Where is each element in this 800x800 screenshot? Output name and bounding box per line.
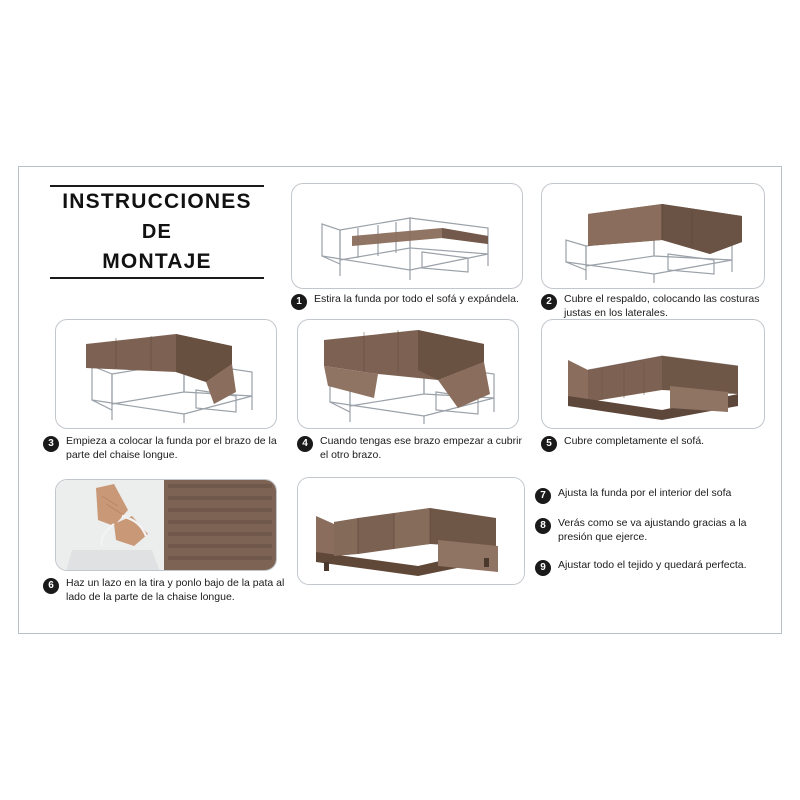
step-2	[541, 293, 765, 320]
title-line-2: DE	[141, 221, 173, 243]
hands-tying-strap-photo-icon	[56, 480, 277, 571]
step-3-caption: Empieza a colocar la funda por el brazo de la parte del chaise longue.	[66, 435, 277, 461]
sofa-backrest-covered-icon	[542, 184, 765, 289]
step-9-caption: Ajustar todo el tejido y quedará perfecta.	[558, 559, 747, 571]
sofa-cover-other-arm-icon	[298, 320, 519, 429]
step-1-number: 1	[291, 294, 307, 310]
step-6-caption: Haz un lazo en la tira y ponlo bajo de la pata al lado de la parte de la chaise longue.	[66, 577, 285, 603]
sofa-fully-covered-icon	[542, 320, 765, 429]
step-4-caption: Cuando tengas ese brazo empezar a cubrir el otro brazo.	[320, 435, 522, 461]
step-7-number: 7	[535, 488, 551, 504]
illustration-panel-2	[541, 183, 765, 289]
title-line-1: INSTRUCCIONES	[62, 190, 252, 213]
instruction-sheet	[18, 166, 782, 634]
step-8	[535, 517, 767, 544]
step-3	[43, 435, 279, 462]
step-5-number: 5	[541, 436, 557, 452]
page-title	[37, 185, 277, 279]
sofa-with-cover-strip-icon	[292, 184, 523, 289]
step-4	[297, 435, 525, 462]
step-8-number: 8	[535, 518, 551, 534]
step-2-number: 2	[541, 294, 557, 310]
step-3-number: 3	[43, 436, 59, 452]
sofa-cover-chaise-arm-icon	[56, 320, 277, 429]
title-line-3: MONTAJE	[102, 250, 212, 273]
step-2-caption: Cubre el respaldo, colocando las costuras justas en los laterales.	[564, 293, 760, 319]
step-8-caption: Verás como se va ajustando gracias a la presión que ejerce.	[558, 517, 747, 543]
step-4-number: 4	[297, 436, 313, 452]
title-rule-bottom	[50, 277, 264, 279]
step-6-number: 6	[43, 578, 59, 594]
step-7	[535, 487, 767, 504]
step-1	[291, 293, 527, 310]
step-1-caption: Estira la funda por todo el sofá y expándela.	[314, 293, 519, 305]
step-6	[43, 577, 287, 604]
illustration-panel-5	[541, 319, 765, 429]
step-5-caption: Cubre completamente el sofá.	[564, 435, 705, 447]
step-5	[541, 435, 765, 452]
step-7-caption: Ajusta la funda por el interior del sofa	[558, 487, 732, 499]
illustration-panel-1	[291, 183, 523, 289]
illustration-panel-789	[297, 477, 525, 585]
illustration-panel-3	[55, 319, 277, 429]
finished-sofa-photo-icon	[298, 478, 525, 585]
step-9-number: 9	[535, 560, 551, 576]
illustration-panel-4	[297, 319, 519, 429]
illustration-panel-6	[55, 479, 277, 571]
step-9	[535, 559, 773, 576]
